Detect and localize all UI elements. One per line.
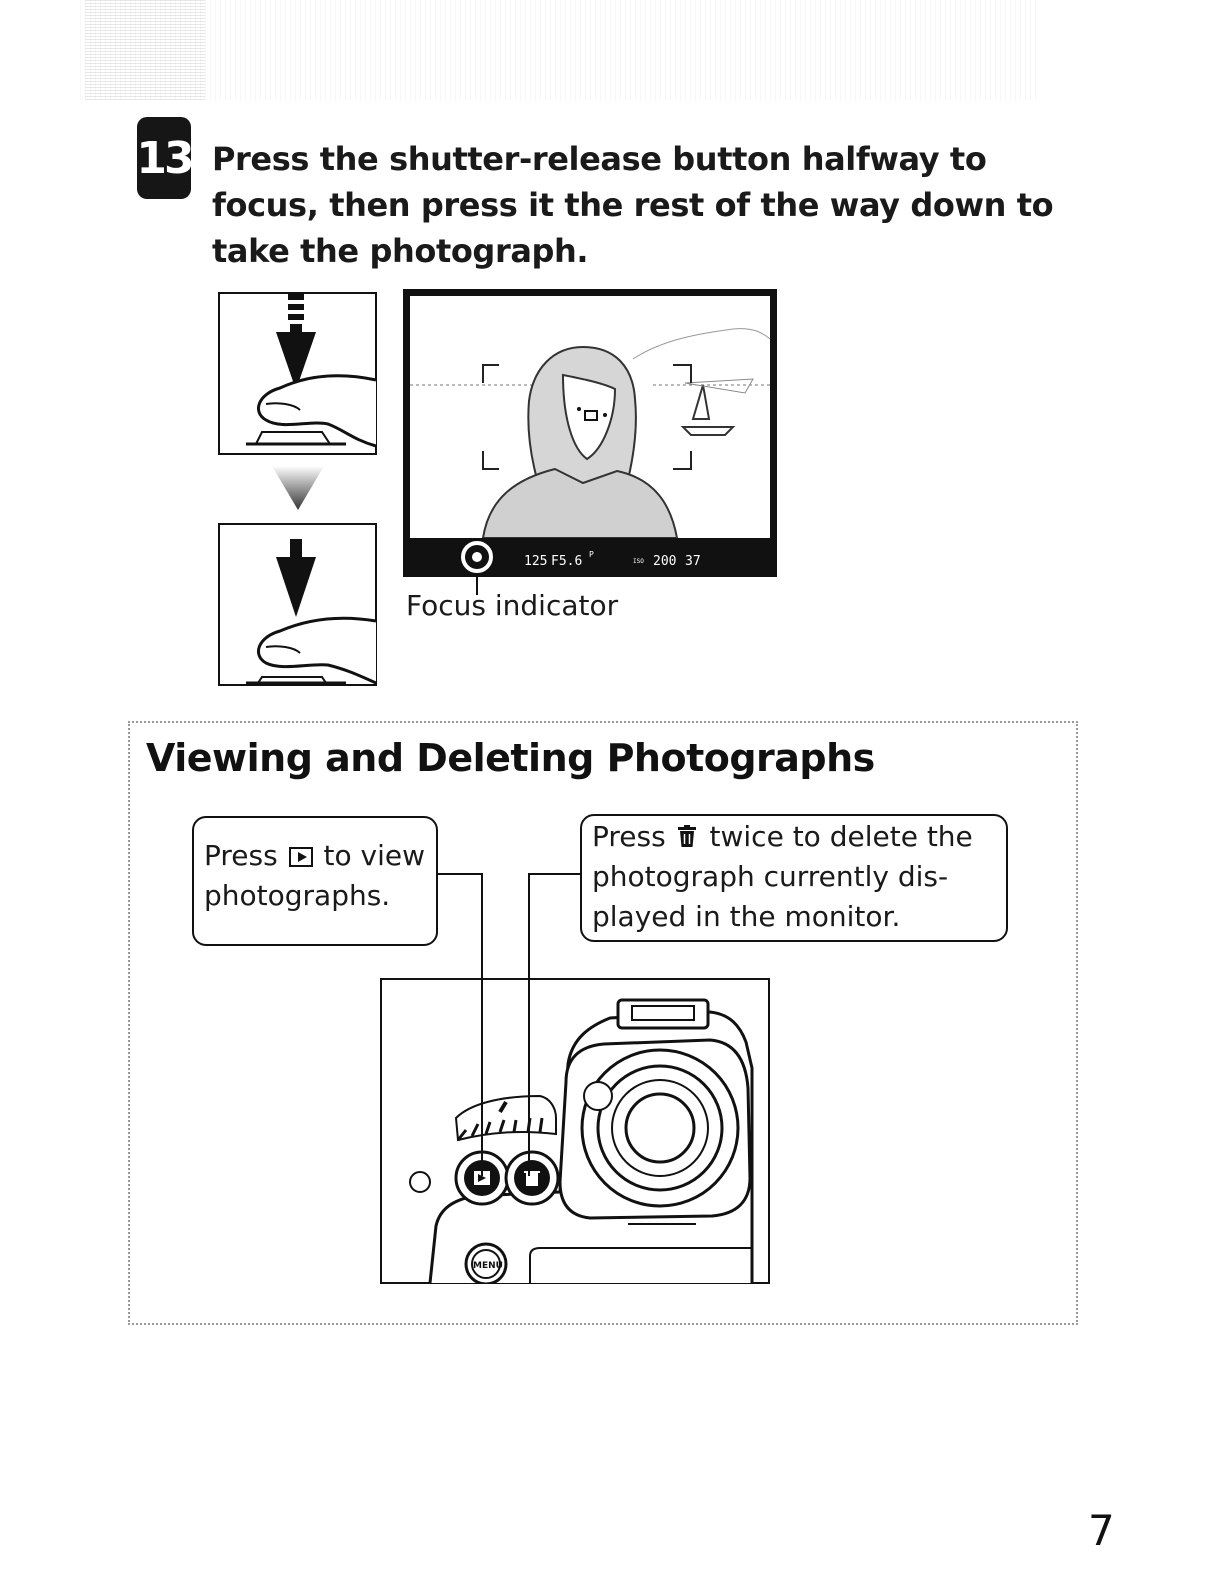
viewfinder-shutter: 125: [524, 554, 548, 569]
viewfinder-iso-label: ISO: [633, 558, 644, 565]
scan-artifact-dark: [85, 0, 205, 100]
playback-button-icon: [289, 847, 313, 867]
callout-delete-post: twice to delete the photograph currently dis-played in the monitor.: [592, 820, 973, 933]
callout-view-post: to view photographs.: [204, 839, 426, 912]
scan-artifact: [80, 0, 1040, 100]
gradient-down-arrow: [268, 462, 328, 514]
full-press-illustration: [218, 523, 378, 687]
half-press-illustration: [218, 292, 378, 456]
step-instruction: Press the shutter-release button halfway to focus, then press it the rest of the way down to take the photograph.: [212, 140, 1054, 270]
callout-view-photos: [192, 816, 438, 946]
step-number-badge: 13: [137, 117, 191, 199]
delete-icon: [677, 825, 697, 849]
viewfinder-frames: 37: [685, 554, 701, 569]
callout-leader-lines: [436, 860, 586, 1200]
callout-delete-photo: [580, 814, 1008, 942]
viewfinder-mode: P: [589, 550, 594, 559]
callout-view-pre: Press: [204, 839, 278, 872]
section-title: Viewing and Deleting Photographs: [146, 736, 875, 780]
viewfinder-iso: 200: [653, 554, 677, 569]
viewfinder-aperture: F5.6: [551, 554, 583, 569]
callout-delete-pre: Press: [592, 820, 666, 853]
page-number: 7: [1088, 1506, 1115, 1555]
menu-button-label: MENU: [473, 1261, 503, 1271]
viewfinder-illustration: [403, 289, 777, 611]
focus-indicator-label: Focus indicator: [406, 589, 619, 622]
